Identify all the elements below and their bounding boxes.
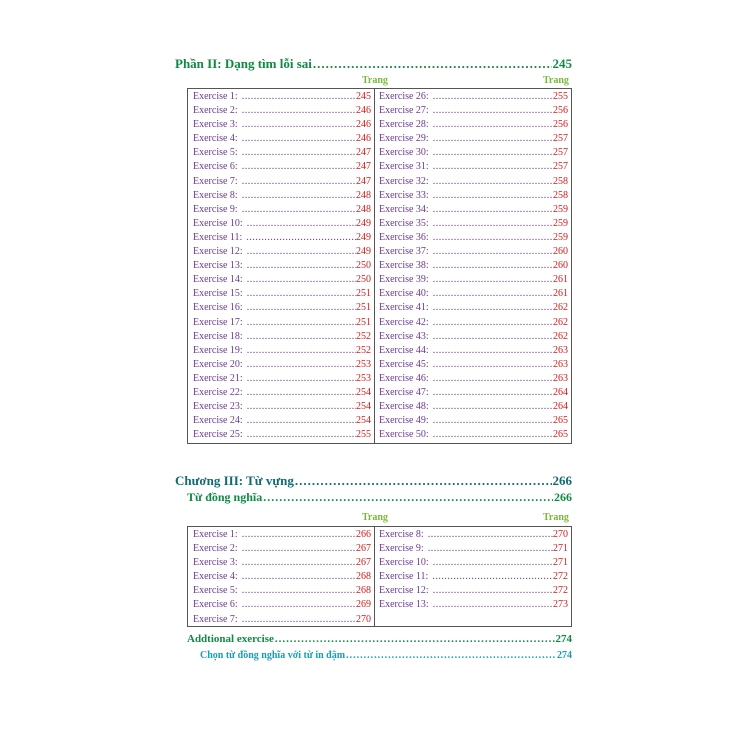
leader-dots xyxy=(433,231,553,245)
exercise-page-number: 257 xyxy=(553,161,568,173)
exercise-label: Exercise 12: xyxy=(379,585,429,597)
exercise-label: Exercise 3: xyxy=(193,119,238,131)
exercise-page-number: 246 xyxy=(356,133,371,145)
additional-exercise-title: Addtional exercise xyxy=(187,633,274,645)
choose-synonym-heading[interactable] xyxy=(200,650,572,661)
exercise-label: Exercise 17: xyxy=(193,316,243,328)
toc-entry[interactable] xyxy=(188,175,374,189)
exercise-page-number: 255 xyxy=(356,429,371,441)
toc-entry[interactable] xyxy=(374,386,571,400)
exercise-label: Exercise 43: xyxy=(379,330,429,342)
exercise-page-number: 251 xyxy=(356,302,371,314)
leader-dots xyxy=(428,528,553,542)
toc-entry[interactable] xyxy=(374,132,571,146)
exercise-page-number: 256 xyxy=(553,105,568,117)
exercise-page-number: 259 xyxy=(553,203,568,215)
leader-dots xyxy=(242,146,356,160)
leader-dots xyxy=(242,542,356,556)
leader-dots xyxy=(428,542,553,556)
exercise-page-number: 270 xyxy=(553,529,568,540)
leader-dots xyxy=(247,428,356,442)
leader-dots xyxy=(246,231,356,245)
exercise-label: Exercise 14: xyxy=(193,274,243,286)
part2-left-column xyxy=(188,89,375,443)
exercise-page-number: 258 xyxy=(553,189,568,201)
leader-dots xyxy=(433,259,553,273)
leader-dots xyxy=(433,217,553,231)
chapter3-left-column xyxy=(188,527,375,626)
exercise-label: Exercise 1: xyxy=(193,529,238,540)
exercise-label: Exercise 29: xyxy=(379,133,429,145)
exercise-label: Exercise 25: xyxy=(193,429,243,441)
exercise-label: Exercise 15: xyxy=(193,288,243,300)
exercise-page-number: 266 xyxy=(356,529,371,540)
leader-dots xyxy=(242,570,356,584)
leader-dots xyxy=(433,175,553,189)
exercise-page-number: 247 xyxy=(356,161,371,173)
exercise-label: Exercise 13: xyxy=(193,260,243,272)
exercise-label: Exercise 36: xyxy=(379,231,429,243)
exercise-label: Exercise 2: xyxy=(193,543,238,555)
exercise-label: Exercise 4: xyxy=(193,133,238,145)
toc-entry[interactable] xyxy=(374,414,571,428)
exercise-page-number: 259 xyxy=(553,231,568,243)
toc-entry[interactable] xyxy=(374,217,571,231)
exercise-label: Exercise 5: xyxy=(193,147,238,159)
toc-entry[interactable] xyxy=(188,90,374,104)
toc-entry[interactable] xyxy=(188,613,374,627)
exercise-page-number: 264 xyxy=(553,386,568,398)
toc-entry[interactable] xyxy=(188,414,374,428)
exercise-label: Exercise 23: xyxy=(193,401,243,413)
exercise-label: Exercise 9: xyxy=(193,203,238,215)
exercise-page-number: 254 xyxy=(356,386,371,398)
exercise-page-number: 272 xyxy=(553,585,568,597)
exercise-page-number: 270 xyxy=(356,613,371,625)
exercise-label: Exercise 18: xyxy=(193,330,243,342)
toc-entry[interactable] xyxy=(374,287,571,301)
exercise-page-number: 269 xyxy=(356,599,371,611)
leader-dots xyxy=(433,146,553,160)
additional-exercise-heading[interactable] xyxy=(187,633,572,645)
leader-dots xyxy=(247,358,356,372)
exercise-label: Exercise 40: xyxy=(379,288,429,300)
leader-dots xyxy=(247,217,356,231)
toc-entry[interactable] xyxy=(188,584,374,598)
leader-dots xyxy=(242,175,356,189)
leader-dots xyxy=(242,189,356,203)
exercise-page-number: 249 xyxy=(356,231,371,243)
exercise-page-number: 257 xyxy=(553,133,568,145)
leader-dots xyxy=(433,160,553,174)
toc-entry[interactable] xyxy=(188,146,374,160)
toc-entry[interactable] xyxy=(188,160,374,174)
trang-label-right: Trang xyxy=(543,75,569,86)
exercise-label: Exercise 48: xyxy=(379,401,429,413)
exercise-label: Exercise 6: xyxy=(193,161,238,173)
part2-heading[interactable] xyxy=(175,56,572,72)
exercise-label: Exercise 4: xyxy=(193,571,238,583)
additional-exercise-page: 274 xyxy=(555,633,572,645)
exercise-label: Exercise 32: xyxy=(379,175,429,187)
part2-title: Phần II: Dạng tìm lỗi sai xyxy=(175,56,312,71)
synonym-heading[interactable] xyxy=(187,490,572,505)
exercise-page-number: 253 xyxy=(356,372,371,384)
leader-dots xyxy=(247,301,356,315)
leader-dots xyxy=(433,203,553,217)
leader-dots xyxy=(242,160,356,174)
toc-entry[interactable] xyxy=(188,301,374,315)
leader-dots xyxy=(247,372,356,386)
leader-dots xyxy=(433,556,553,570)
toc-entry[interactable] xyxy=(374,542,571,556)
leader-dots xyxy=(242,556,356,570)
exercise-page-number: 268 xyxy=(356,571,371,583)
exercise-page-number: 251 xyxy=(356,288,371,300)
toc-entry[interactable] xyxy=(188,189,374,203)
toc-entry[interactable] xyxy=(188,118,374,132)
choose-synonym-title: Chọn từ đồng nghĩa với từ in đậm xyxy=(200,650,346,661)
exercise-label: Exercise 7: xyxy=(193,613,238,625)
trang-label-right: Trang xyxy=(543,512,569,523)
exercise-label: Exercise 12: xyxy=(193,246,243,258)
exercise-page-number: 265 xyxy=(553,415,568,427)
toc-entry[interactable] xyxy=(374,245,571,259)
toc-entry[interactable] xyxy=(188,372,374,386)
toc-entry[interactable] xyxy=(374,146,571,160)
toc-entry[interactable] xyxy=(374,160,571,174)
exercise-page-number: 251 xyxy=(356,316,371,328)
exercise-page-number: 246 xyxy=(356,119,371,131)
leader-dots xyxy=(313,56,552,72)
chapter3-heading[interactable] xyxy=(175,473,572,489)
toc-entry[interactable] xyxy=(188,400,374,414)
exercise-label: Exercise 5: xyxy=(193,585,238,597)
leader-dots xyxy=(433,301,553,315)
exercise-label: Exercise 37: xyxy=(379,246,429,258)
toc-entry[interactable] xyxy=(374,372,571,386)
toc-entry[interactable] xyxy=(188,344,374,358)
toc-entry[interactable] xyxy=(188,542,374,556)
exercise-label: Exercise 8: xyxy=(379,529,424,540)
exercise-label: Exercise 24: xyxy=(193,415,243,427)
toc-entry[interactable] xyxy=(188,428,374,442)
exercise-page-number: 267 xyxy=(356,543,371,555)
toc-entry[interactable] xyxy=(188,245,374,259)
toc-entry[interactable] xyxy=(188,358,374,372)
toc-entry[interactable] xyxy=(188,330,374,344)
exercise-page-number: 259 xyxy=(553,217,568,229)
leader-dots xyxy=(433,358,553,372)
leader-dots xyxy=(242,528,356,542)
exercise-page-number: 263 xyxy=(553,358,568,370)
exercise-label: Exercise 3: xyxy=(193,557,238,569)
exercise-page-number: 264 xyxy=(553,401,568,413)
exercise-label: Exercise 6: xyxy=(193,599,238,611)
exercise-page-number: 268 xyxy=(356,585,371,597)
leader-dots xyxy=(433,316,553,330)
exercise-page-number: 253 xyxy=(356,358,371,370)
exercise-page-number: 265 xyxy=(553,429,568,441)
toc-entry[interactable] xyxy=(374,231,571,245)
exercise-page-number: 248 xyxy=(356,203,371,215)
toc-entry[interactable] xyxy=(374,584,571,598)
toc-entry[interactable] xyxy=(374,330,571,344)
chapter3-right-column xyxy=(374,527,571,626)
toc-entry[interactable] xyxy=(374,570,571,584)
exercise-page-number: 250 xyxy=(356,260,371,272)
exercise-label: Exercise 11: xyxy=(193,231,243,243)
toc-entry[interactable] xyxy=(188,203,374,217)
leader-dots xyxy=(432,570,553,584)
exercise-page-number: 271 xyxy=(553,557,568,569)
toc-entry[interactable] xyxy=(374,104,571,118)
toc-entry[interactable] xyxy=(188,217,374,231)
leader-dots xyxy=(242,613,356,627)
exercise-page-number: 260 xyxy=(553,246,568,258)
exercise-page-number: 250 xyxy=(356,274,371,286)
exercise-label: Exercise 2: xyxy=(193,105,238,117)
toc-entry[interactable] xyxy=(188,528,374,542)
exercise-page-number: 248 xyxy=(356,189,371,201)
exercise-page-number: 256 xyxy=(553,119,568,131)
leader-dots xyxy=(433,414,553,428)
toc-entry[interactable] xyxy=(374,344,571,358)
exercise-page-number: 273 xyxy=(553,599,568,611)
leader-dots xyxy=(242,598,356,612)
part2-right-column xyxy=(374,89,571,443)
toc-entry[interactable] xyxy=(188,598,374,612)
exercise-page-number: 272 xyxy=(553,571,568,583)
exercise-page-number: 258 xyxy=(553,175,568,187)
leader-dots xyxy=(247,414,356,428)
toc-entry[interactable] xyxy=(188,273,374,287)
leader-dots xyxy=(247,386,356,400)
exercise-page-number: 262 xyxy=(553,316,568,328)
chapter3-title: Chương III: Từ vựng xyxy=(175,473,294,488)
chapter3-exercise-table xyxy=(187,526,572,627)
toc-entry[interactable] xyxy=(374,428,571,442)
leader-dots xyxy=(433,287,553,301)
leader-dots xyxy=(433,344,553,358)
toc-entry[interactable] xyxy=(188,132,374,146)
exercise-page-number: 254 xyxy=(356,401,371,413)
leader-dots xyxy=(242,104,356,118)
exercise-label: Exercise 42: xyxy=(379,316,429,328)
toc-entry[interactable] xyxy=(374,598,571,612)
leader-dots xyxy=(242,90,356,104)
exercise-page-number: 262 xyxy=(553,330,568,342)
leader-dots xyxy=(433,132,553,146)
part2-exercise-table xyxy=(187,88,572,444)
exercise-label: Exercise 1: xyxy=(193,91,238,102)
toc-entry[interactable] xyxy=(374,358,571,372)
exercise-label: Exercise 21: xyxy=(193,372,243,384)
exercise-page-number: 263 xyxy=(553,344,568,356)
toc-entry[interactable] xyxy=(188,231,374,245)
exercise-label: Exercise 9: xyxy=(379,543,424,555)
exercise-page-number: 261 xyxy=(553,288,568,300)
leader-dots xyxy=(433,104,553,118)
leader-dots xyxy=(433,245,553,259)
exercise-label: Exercise 10: xyxy=(379,557,429,569)
exercise-label: Exercise 26: xyxy=(379,91,429,102)
exercise-label: Exercise 7: xyxy=(193,175,238,187)
exercise-label: Exercise 33: xyxy=(379,189,429,201)
leader-dots xyxy=(433,584,553,598)
toc-entry[interactable] xyxy=(374,203,571,217)
exercise-label: Exercise 47: xyxy=(379,386,429,398)
leader-dots xyxy=(346,650,556,661)
exercise-label: Exercise 11: xyxy=(379,571,429,583)
exercise-label: Exercise 45: xyxy=(379,358,429,370)
leader-dots xyxy=(295,473,552,489)
exercise-page-number: 260 xyxy=(553,260,568,272)
exercise-page-number: 249 xyxy=(356,246,371,258)
leader-dots xyxy=(247,400,356,414)
toc-entry[interactable] xyxy=(374,259,571,273)
leader-dots xyxy=(433,386,553,400)
exercise-label: Exercise 35: xyxy=(379,217,429,229)
leader-dots xyxy=(275,633,555,645)
part2-page: 245 xyxy=(552,56,572,71)
leader-dots xyxy=(247,344,356,358)
exercise-label: Exercise 8: xyxy=(193,189,238,201)
exercise-label: Exercise 22: xyxy=(193,386,243,398)
trang-label-left: Trang xyxy=(362,75,388,86)
leader-dots xyxy=(433,372,553,386)
toc-entry[interactable] xyxy=(374,189,571,203)
exercise-label: Exercise 13: xyxy=(379,599,429,611)
trang-label-left: Trang xyxy=(362,512,388,523)
leader-dots xyxy=(247,259,356,273)
exercise-label: Exercise 34: xyxy=(379,203,429,215)
exercise-label: Exercise 46: xyxy=(379,372,429,384)
leader-dots xyxy=(433,118,553,132)
leader-dots xyxy=(242,203,356,217)
exercise-page-number: 247 xyxy=(356,175,371,187)
leader-dots xyxy=(433,428,553,442)
leader-dots xyxy=(433,400,553,414)
exercise-label: Exercise 16: xyxy=(193,302,243,314)
synonym-title: Từ đồng nghĩa xyxy=(187,490,263,504)
chapter3-page: 266 xyxy=(552,473,572,488)
exercise-page-number: 261 xyxy=(553,274,568,286)
exercise-page-number: 262 xyxy=(553,302,568,314)
exercise-page-number: 267 xyxy=(356,557,371,569)
exercise-page-number: 254 xyxy=(356,415,371,427)
leader-dots xyxy=(263,490,553,505)
leader-dots xyxy=(433,330,553,344)
exercise-label: Exercise 19: xyxy=(193,344,243,356)
leader-dots xyxy=(242,118,356,132)
synonym-page: 266 xyxy=(554,490,572,504)
toc-entry[interactable] xyxy=(374,273,571,287)
leader-dots xyxy=(247,316,356,330)
toc-entry[interactable] xyxy=(188,316,374,330)
toc-entry[interactable] xyxy=(188,104,374,118)
leader-dots xyxy=(242,132,356,146)
exercise-label: Exercise 27: xyxy=(379,105,429,117)
leader-dots xyxy=(247,287,356,301)
leader-dots xyxy=(433,273,553,287)
toc-entry[interactable] xyxy=(188,570,374,584)
toc-entry[interactable] xyxy=(188,556,374,570)
exercise-page-number: 249 xyxy=(356,217,371,229)
leader-dots xyxy=(247,330,356,344)
leader-dots xyxy=(433,598,553,612)
exercise-label: Exercise 28: xyxy=(379,119,429,131)
exercise-page-number: 245 xyxy=(356,91,371,102)
exercise-label: Exercise 10: xyxy=(193,217,243,229)
exercise-page-number: 252 xyxy=(356,330,371,342)
exercise-label: Exercise 49: xyxy=(379,415,429,427)
toc-entry[interactable] xyxy=(374,316,571,330)
toc-entry[interactable] xyxy=(374,90,571,104)
leader-dots xyxy=(242,584,356,598)
exercise-label: Exercise 20: xyxy=(193,358,243,370)
exercise-page-number: 263 xyxy=(553,372,568,384)
toc-entry[interactable] xyxy=(374,301,571,315)
toc-entry[interactable] xyxy=(374,556,571,570)
choose-synonym-page: 274 xyxy=(557,650,572,661)
exercise-page-number: 257 xyxy=(553,147,568,159)
exercise-page-number: 247 xyxy=(356,147,371,159)
exercise-page-number: 255 xyxy=(553,91,568,102)
exercise-label: Exercise 44: xyxy=(379,344,429,356)
toc-entry[interactable] xyxy=(188,386,374,400)
exercise-label: Exercise 31: xyxy=(379,161,429,173)
toc-entry[interactable] xyxy=(188,259,374,273)
exercise-page-number: 271 xyxy=(553,543,568,555)
toc-entry[interactable] xyxy=(374,175,571,189)
toc-entry[interactable] xyxy=(188,287,374,301)
exercise-label: Exercise 39: xyxy=(379,274,429,286)
toc-entry[interactable] xyxy=(374,528,571,542)
leader-dots xyxy=(433,189,553,203)
exercise-label: Exercise 38: xyxy=(379,260,429,272)
toc-entry[interactable] xyxy=(374,118,571,132)
leader-dots xyxy=(247,245,356,259)
exercise-label: Exercise 30: xyxy=(379,147,429,159)
toc-entry[interactable] xyxy=(374,400,571,414)
exercise-label: Exercise 50: xyxy=(379,429,429,441)
leader-dots xyxy=(247,273,356,287)
exercise-page-number: 246 xyxy=(356,105,371,117)
exercise-label: Exercise 41: xyxy=(379,302,429,314)
exercise-page-number: 252 xyxy=(356,344,371,356)
leader-dots xyxy=(433,90,553,104)
